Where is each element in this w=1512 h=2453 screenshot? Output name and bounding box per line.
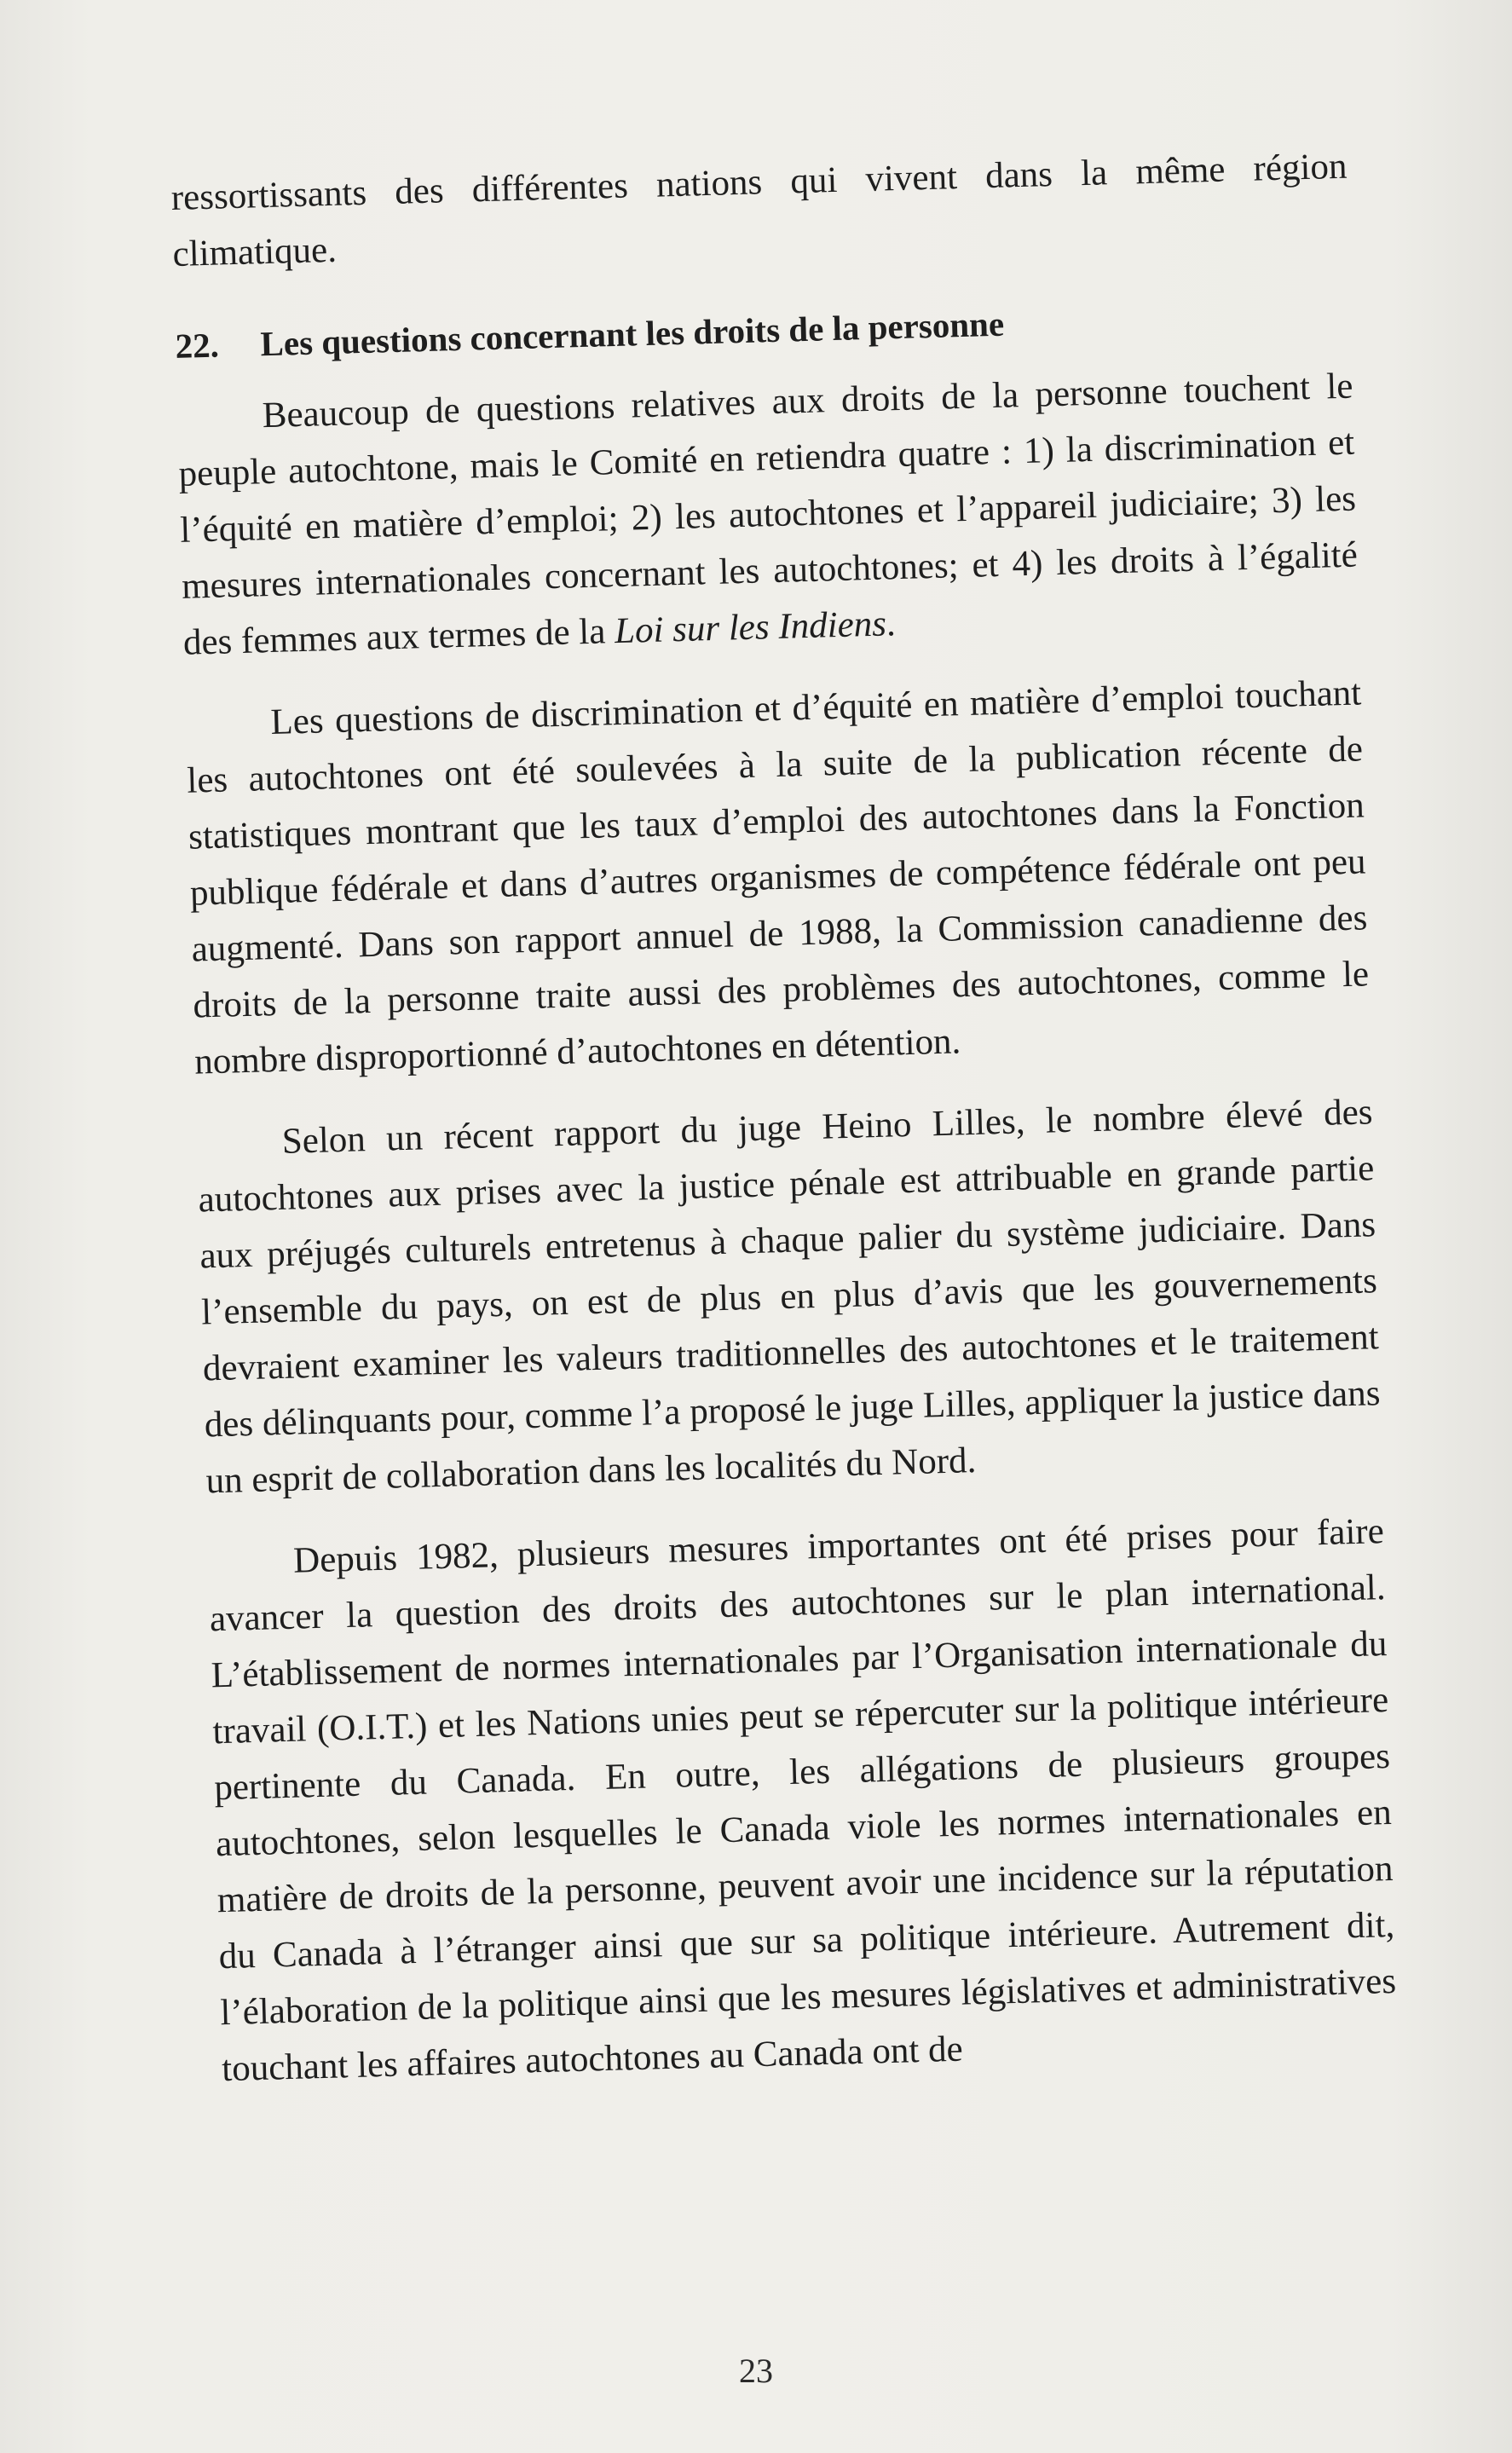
paragraph-3: Selon un récent rapport du juge Heino Lilles, le nombre élevé des autochtones aux prises avec la justice pénale est attribuable en grande partie aux préjugés culturels entretenus à chaque palier du système judiciaire. Dans l’ensemble du pays, on est de plus en plus d’avis que les gouvernements devraient examiner les valeurs traditionnelles des autochtones et le traitement des délinquants pour, comme l’a proposé le juge Lilles, appliquer la justice dans un esprit de collaboration dans les localités du Nord. — [198, 1092, 1381, 1502]
paragraph-1-italic-title: Loi sur les Indiens — [614, 603, 887, 652]
page-body — [170, 139, 1399, 2098]
section-title: Les questions concernant les droits de la personne — [259, 303, 1005, 364]
page-number: 23 — [739, 2352, 773, 2390]
paragraph-1-end: . — [886, 603, 897, 644]
paragraph-1 — [176, 359, 1359, 672]
section-heading — [175, 289, 1352, 372]
paragraph-4: Depuis 1982, plusieurs mesures importantes ont été prises pour faire avancer la question des droits des autochtones sur le plan international. L’établissement de normes internationales par l’Organisation internationale du travail (O.I.T.) et les Nations unies peut se répercuter sur la politique intérieure pertinente du Canada. En outre, les allégations de plusieurs groupes autochtones, selon lesquelles le Canada viole les normes internationales en matière de droits de la personne, peuvent avoir une incidence sur la réputation du Canada à l’étranger ainsi que sur sa politique intérieure. Autrement dit, l’élaboration de la politique ainsi que les mesures législatives et administratives touchant les affaires autochtones au Canada ont de — [209, 1511, 1397, 2090]
section-number: 22. — [174, 325, 220, 366]
paragraph-1-text: Beaucoup de questions relatives aux droits de la personne touchent le peuple autochtone, mais le Comité en retiendra quatre : 1) la discrimination et l’équité en matière d’emploi; 2) les autochtones et l’appareil judiciaire; 3) les mesures internationales concernant les autochtones; et 4) les droits à l’égalité des femmes aux termes de la — [178, 366, 1359, 663]
continuation-text: ressortissants des différentes nations qui vivent dans la même région climatique. — [170, 146, 1348, 274]
paragraph-2: Les questions de discrimination et d’équité en matière d’emploi touchant les autochtones ont été soulevées à la suite de la publication récente de statistiques montrant que les taux d’emploi des autochtones dans la Fonction publique fédérale et dans d’autres organismes de compétence fédérale ont peu augmenté. Dans son rapport annuel de 1988, la Commission canadienne des droits de la personne traite aussi des problèmes des autochtones, comme le nombre disproportionné d’autochtones en détention. — [186, 672, 1370, 1082]
